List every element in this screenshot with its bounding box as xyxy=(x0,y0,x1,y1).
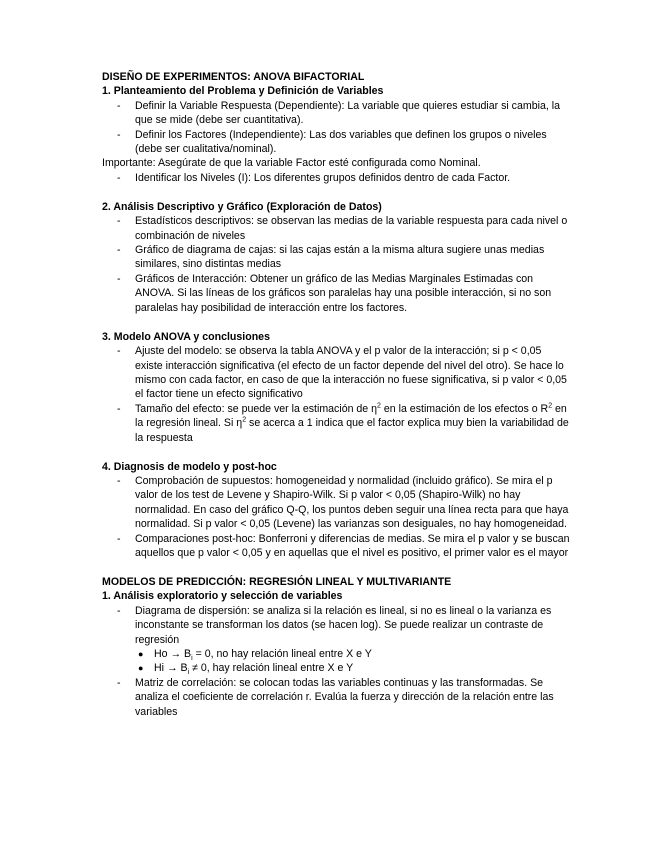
bullet-marker: ● xyxy=(138,649,144,659)
document-page xyxy=(102,70,572,719)
list-item xyxy=(102,272,572,315)
list-item xyxy=(102,214,572,243)
dash-marker: - xyxy=(117,345,121,358)
list-item xyxy=(135,647,572,661)
spacer xyxy=(102,445,572,460)
important-note: Importante: Asegúrate de que la variable Factor esté configurada como Nominal. xyxy=(102,157,481,170)
text-run: Tamaño del efecto: se puede ver la estimación de η xyxy=(135,402,378,415)
section-4-heading: 4. Diagnosis de modelo y post-hoc xyxy=(102,460,277,473)
list-item xyxy=(102,243,572,272)
regression-title: MODELOS DE PREDICCIÓN: REGRESIÓN LINEAL Y MULTIVARIANTE xyxy=(102,575,452,588)
list-item xyxy=(102,99,572,128)
dash-marker: - xyxy=(117,171,121,184)
dash-marker: - xyxy=(117,244,121,257)
section-2-list xyxy=(102,214,572,315)
superscript: 2 xyxy=(377,402,381,410)
list-item-text: Identificar los Niveles (I): Los diferentes grupos definidos dentro de cada Factor. xyxy=(135,171,511,184)
section-5-heading: 1. Análisis exploratorio y selección de variables xyxy=(102,590,343,603)
text-run: Hi → B xyxy=(154,662,188,675)
hypothesis-list xyxy=(135,647,572,676)
dash-marker: - xyxy=(117,402,121,415)
dash-marker: - xyxy=(117,474,121,487)
dash-marker: - xyxy=(117,215,121,228)
section-5-list xyxy=(102,604,572,719)
section-1-list-2 xyxy=(102,171,572,185)
anova-title: DISEÑO DE EXPERIMENTOS: ANOVA BIFACTORIAL xyxy=(102,71,365,83)
dash-marker: - xyxy=(117,532,121,545)
list-item-text: Ajuste del modelo: se observa la tabla ANOVA y el p valor de la interacción; si p < 0,05 existe interacción significativa (el efecto de un factor depende del nivel del otro). Se hace lo mismo con cada factor, en caso de que la interacción no fuese significativa, si p valor < 0,05 el factor tiene un efecto significativo xyxy=(135,345,567,401)
list-item-text: Definir los Factores (Independiente): Las dos variables que definen los grupos o niveles (debe ser cualitativa/nominal). xyxy=(135,128,547,156)
section-2-heading: 2. Análisis Descriptivo y Gráfico (Exploración de Datos) xyxy=(102,200,382,213)
list-item xyxy=(102,604,572,676)
superscript: 2 xyxy=(242,416,247,424)
list-item xyxy=(102,344,572,402)
list-item xyxy=(102,676,572,719)
list-item-text: Comparaciones post-hoc: Bonferroni y diferencias de medias. Se mira el p valor y se buscan aquellos que p valor < 0,05 y en aquellas que el nivel es positivo, el primer valor es el mayor xyxy=(135,532,570,559)
text-run: se acerca a 1 indica que el factor explica muy bien la variabilidad de la respuesta xyxy=(135,417,569,444)
spacer xyxy=(102,560,572,575)
dash-marker: - xyxy=(117,99,121,112)
list-item xyxy=(102,128,572,157)
text-run: en la estimación de los efectos o R xyxy=(380,402,549,415)
dash-marker: - xyxy=(117,272,121,285)
superscript: 2 xyxy=(548,402,553,410)
text-run: en la regresión lineal. Si η xyxy=(135,402,567,430)
list-item xyxy=(102,402,572,445)
text-run: = 0, no hay relación lineal entre X e Y xyxy=(192,648,372,660)
list-item-text: Diagrama de dispersión: se analiza si la relación es lineal, si no es lineal o la varianza es inconstante se transforman los datos (se hacen log). Se puede realizar un contraste de regresión xyxy=(135,604,552,646)
dash-marker: - xyxy=(117,128,121,141)
section-3-heading: 3. Modelo ANOVA y conclusiones xyxy=(102,330,270,343)
text-run: ≠ 0, hay relación lineal entre X e Y xyxy=(189,662,354,675)
spacer xyxy=(102,315,572,330)
list-item-text: Gráfico de diagrama de cajas: si las cajas están a la misma altura sugiere unas medias similares, sino distintas medias xyxy=(135,244,545,271)
section-1-heading: 1. Planteamiento del Problema y Definición de Variables xyxy=(102,85,384,98)
text-run: Ho → B xyxy=(154,648,192,660)
list-item-text xyxy=(135,403,569,444)
subscript: i xyxy=(187,669,190,677)
list-item-text: Gráficos de Interacción: Obtener un gráfico de las Medias Marginales Estimadas con ANOVA. Si las líneas de los gráficos son paralelas hay una posible interacción, si no son paralelas hay posibilidad de interacción entre los factores. xyxy=(135,272,552,314)
dash-marker: - xyxy=(117,604,121,617)
subscript: i xyxy=(191,655,193,663)
list-item-text: Comprobación de supuestos: homogeneidad y normalidad (incluido gráfico). Se mira el p valor de los test de Levene y Shapiro-Wilk. Si p valor < 0,05 (Shapiro-Wilk) no hay normalidad. En caso del gráfico Q-Q, los puntos deben seguir una línea recta para que haya normalidad. Si p valor < 0,05 (Levene) las varianzas son desiguales, no hay homogeneidad. xyxy=(135,474,569,531)
list-item xyxy=(102,532,572,561)
list-item xyxy=(102,474,572,532)
section-1-list xyxy=(102,99,572,157)
list-item xyxy=(102,171,572,185)
section-3-list xyxy=(102,344,572,445)
list-item-text: Definir la Variable Respuesta (Dependiente): La variable que quieres estudiar si cambia, la que se mide (debe ser cuantitativa). xyxy=(135,99,560,127)
dash-marker: - xyxy=(117,676,121,689)
spacer xyxy=(102,185,572,200)
list-item-text: Matriz de correlación: se colocan todas las variables continuas y las transformadas. Se analiza el coeficiente de correlación r. Evalúa la fuerza y dirección de la relación entre las variables xyxy=(135,676,554,718)
list-item-text: Estadísticos descriptivos: se observan las medias de la variable respuesta para cada nivel o combinación de niveles xyxy=(135,215,568,242)
list-item xyxy=(135,661,572,675)
bullet-marker: ● xyxy=(138,663,144,674)
section-4-list xyxy=(102,474,572,560)
